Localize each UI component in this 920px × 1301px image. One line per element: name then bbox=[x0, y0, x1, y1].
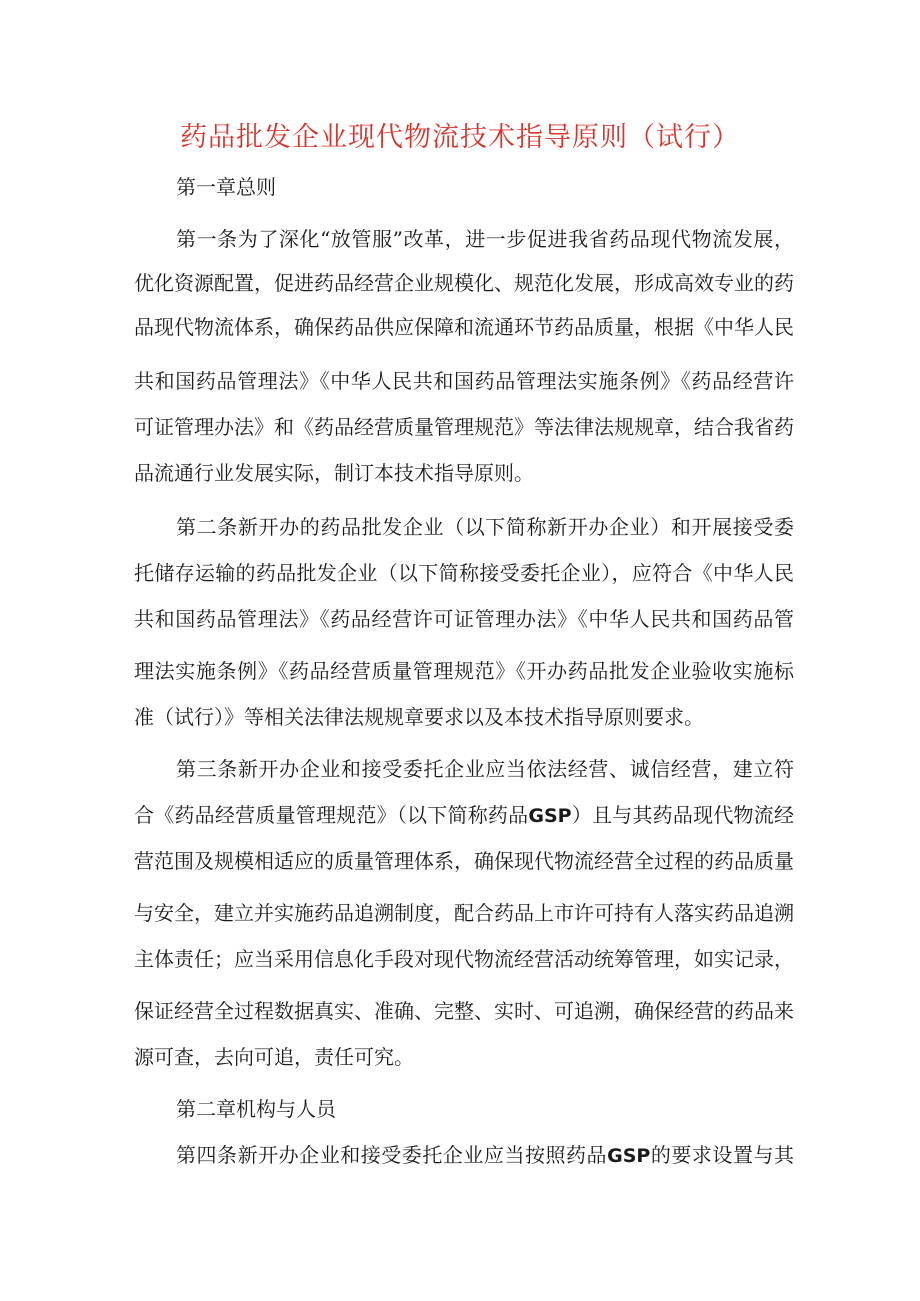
paragraph-line: 主体责任；应当采用信息化手段对现代物流经营活动统筹管理，如实记录， bbox=[134, 947, 794, 971]
paragraph-line: 理法实施条例》《药品经营质量管理规范》《开办药品批发企业验收实施标 bbox=[134, 659, 794, 683]
paragraph-line bbox=[176, 1140, 794, 1171]
paragraph-line: 品流通行业发展实际，制订本技术指导原则。 bbox=[134, 461, 534, 485]
paragraph-line: 与安全，建立并实施药品追溯制度，配合药品上市许可持有人落实药品追溯 bbox=[134, 901, 794, 925]
paragraph-line bbox=[134, 800, 794, 831]
paragraph-line: 源可查，去向可追，责任可究。 bbox=[134, 1045, 414, 1069]
paragraph-line: 品现代物流体系，确保药品供应保障和流通环节药品质量，根据《中华人民 bbox=[134, 315, 794, 339]
paragraph-line: 第一条为了深化“放管服”改革，进一步促进我省药品现代物流发展， bbox=[176, 227, 794, 251]
text-segment: ）且与其药品现代物流经 bbox=[571, 803, 794, 827]
chapter-heading: 第一章总则 bbox=[176, 175, 276, 199]
text-segment: 的要求设置与其 bbox=[650, 1143, 795, 1167]
gsp-term: GSP bbox=[528, 805, 572, 827]
paragraph-line: 共和国药品管理法》《中华人民共和国药品管理法实施条例》《药品经营许 bbox=[134, 369, 794, 393]
paragraph-line: 可证管理办法》和《药品经营质量管理规范》等法律法规规章，结合我省药 bbox=[134, 415, 794, 439]
text-segment: 合《药品经营质量管理规范》（以下简称药品 bbox=[134, 803, 529, 827]
gsp-term: GSP bbox=[607, 1145, 651, 1167]
paragraph-line: 共和国药品管理法》《药品经营许可证管理办法》《中华人民共和国药品管 bbox=[134, 607, 794, 631]
text-segment: 第四条新开办企业和接受委托企业应当按照药品 bbox=[176, 1143, 608, 1167]
paragraph-line: 第三条新开办企业和接受委托企业应当依法经营、诚信经营，建立符 bbox=[176, 757, 794, 781]
paragraph-line: 优化资源配置，促进药品经营企业规模化、规范化发展，形成高效专业的药 bbox=[134, 271, 794, 295]
paragraph-line: 第二条新开办的药品批发企业（以下简称新开办企业）和开展接受委 bbox=[176, 515, 794, 539]
paragraph-line: 准（试行）》等相关法律法规规章要求以及本技术指导原则要求。 bbox=[134, 705, 704, 729]
document-title: 药品批发企业现代物流技术指导原则（试行） bbox=[180, 122, 740, 153]
paragraph-line: 托储存运输的药品批发企业（以下简称接受委托企业），应符合《中华人民 bbox=[134, 561, 794, 585]
paragraph-line: 保证经营全过程数据真实、准确、完整、实时、可追溯，确保经营的药品来 bbox=[134, 999, 794, 1023]
paragraph-line: 营范围及规模相适应的质量管理体系，确保现代物流经营全过程的药品质量 bbox=[134, 849, 794, 873]
chapter-heading: 第二章机构与人员 bbox=[176, 1097, 336, 1121]
